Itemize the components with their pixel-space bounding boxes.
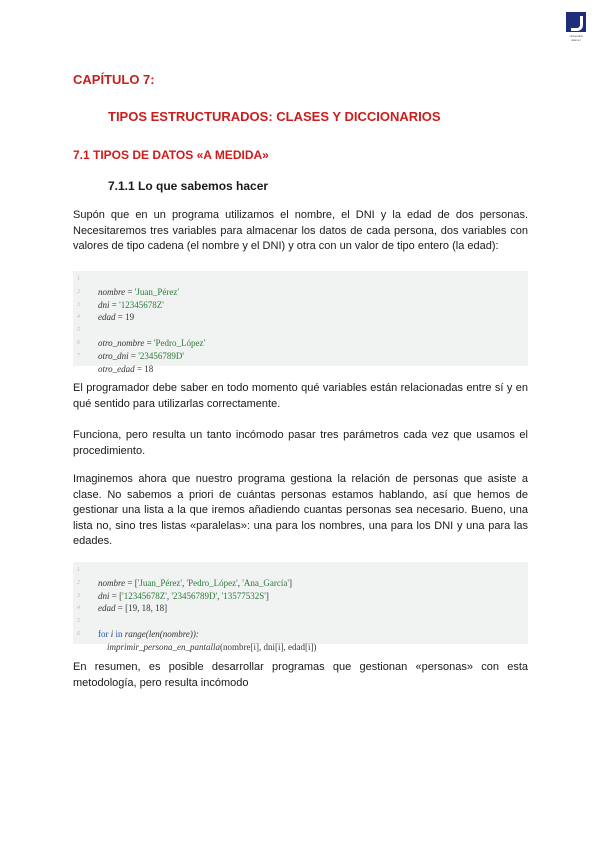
section-heading: 7.1 TIPOS DE DATOS «A MEDIDA» — [73, 148, 269, 162]
code-line: 5 for i in range(len(nombre)): — [73, 615, 528, 628]
code-line: 1 nombre = 'Juan_Pérez' — [73, 273, 528, 286]
line-number: 5 — [77, 618, 80, 625]
university-logo — [562, 12, 590, 42]
code-block-variables — [73, 271, 528, 374]
code-line — [73, 602, 528, 615]
code-line: 6 imprimir_persona_en_pantalla(nombre[i], dni[i], edad[i]) — [73, 628, 528, 641]
paragraph: Supón que en un programa utilizamos el nombre, el DNI y la edad de dos personas. Necesitaremos tres variables para almacenar los datos de cada persona, dos variables con valores de tipo cadena (el nombre y el DNI) y otra con un valor de tipo entero (la edad): — [73, 209, 528, 252]
code-line: 3 edad = 19 — [73, 299, 528, 312]
line-number: 4 — [77, 605, 80, 612]
code-line: 5 otro_nombre = 'Pedro_López' — [73, 324, 528, 337]
line-number: 1 — [77, 567, 80, 573]
code-block-lists — [73, 562, 528, 652]
code-line: 6 otro_dni = '23456789D' — [73, 337, 528, 350]
paragraph: Funciona, pero resulta un tanto incómodo pasar tres parámetros cada vez que usamos el procedimiento. — [73, 429, 528, 457]
code-line: 1 nombre = ['Juan_Pérez', 'Pedro_López', 'Ana_García'] — [73, 564, 528, 577]
paragraph: Imaginemos ahora que nuestro programa gestiona la relación de personas que asiste a clase. No sabemos a priori de cuántas personas estamos hablando, así que hemos de gestionar una lista a la que iremos añadiendo cuantas personas sea necesario. Bueno, una lista no, sino tres listas «paralelas»: una para los nombres, una para los DNI y una para las edades. — [73, 473, 528, 547]
chapter-number: CAPÍTULO 7: — [73, 72, 155, 87]
line-number: 4 — [77, 314, 80, 321]
code-line: 2 dni = '12345678Z' — [73, 286, 528, 299]
line-number: 6 — [77, 630, 80, 637]
line-number: 1 — [77, 276, 80, 282]
chapter-title: TIPOS ESTRUCTURADOS: CLASES Y DICCIONARIOS — [108, 109, 441, 124]
code-line: 3 edad = [19, 18, 18] — [73, 590, 528, 603]
line-number: 6 — [77, 339, 80, 346]
line-number: 2 — [77, 579, 80, 586]
code-line — [73, 311, 528, 324]
line-number: 7 — [77, 352, 80, 359]
line-number: 3 — [77, 592, 80, 599]
code-line: 7 otro_edad = 18 — [73, 350, 528, 363]
line-number: 3 — [77, 301, 80, 308]
university-logo-icon — [566, 12, 586, 32]
line-number: 5 — [77, 327, 80, 334]
logo-caption: Universitat Jaume I — [569, 34, 583, 42]
code-line: 2 dni = ['12345678Z', '23456789D', '13577532S'] — [73, 577, 528, 590]
line-number: 2 — [77, 288, 80, 295]
subsection-heading: 7.1.1 Lo que sabemos hacer — [108, 179, 269, 193]
paragraph: En resumen, es posible desarrollar programas que gestionan «personas» con esta metodología, pero resulta incómodo — [73, 661, 528, 689]
paragraph: El programador debe saber en todo momento qué variables están relacionadas entre sí y en qué sentido para utilizarlas correctamente. — [73, 382, 528, 410]
